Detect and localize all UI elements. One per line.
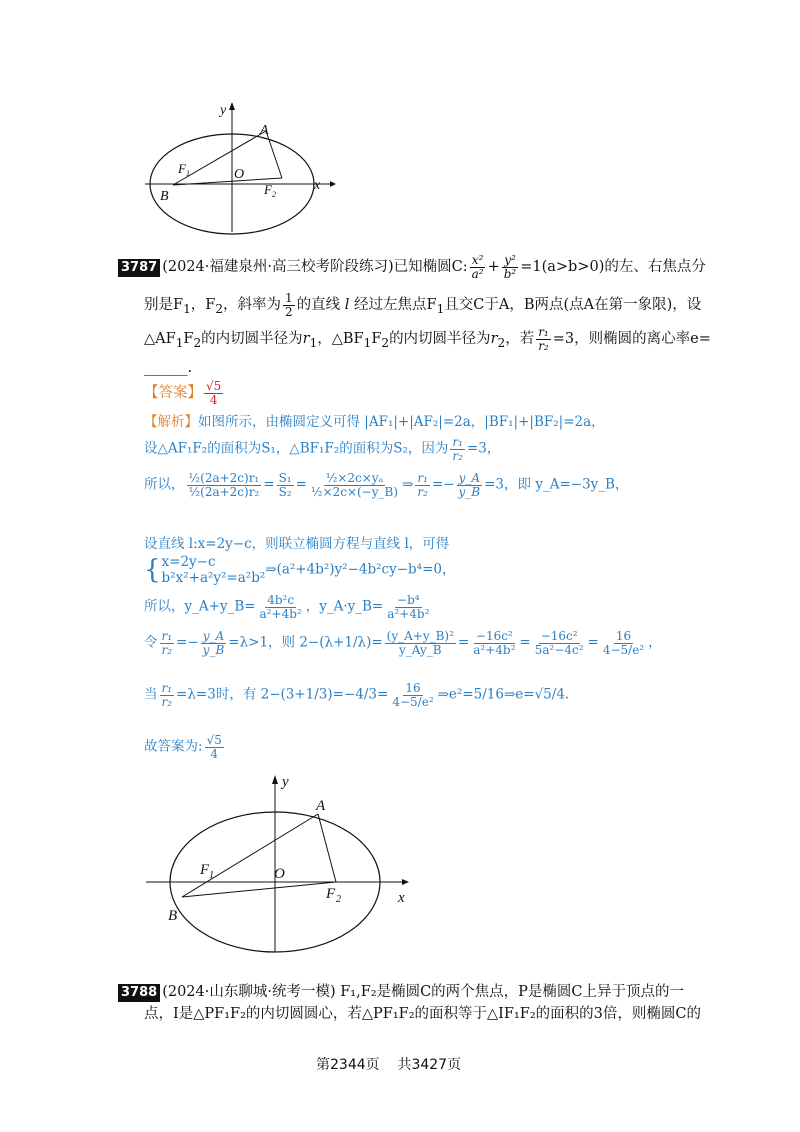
solution-line9: 故答案为: $\frac{√5}{4}$ (144, 733, 222, 761)
origin-label: O (274, 866, 285, 882)
solution-line2: 设△AF₁F₂的面积为S₁，△BF₁F₂的面积为S₂，因为 $\frac{\text{r₁}}{\text{r₂}}$ =3， (144, 435, 501, 463)
solution-line8: 当 $\frac{\text{r₁}}{\text{r₂}}$ =λ=3时，有 2−(3+1/3)=−4/3= $\frac{16}{\text{4−5/e²}}$ ⇒e²=5/16⇒e=√5/4. (144, 681, 570, 709)
answer-line (144, 380, 225, 406)
page-number: 第2344页 (316, 1057, 380, 1073)
origin-label: O (234, 167, 245, 182)
solution-line1: 【解析】如图所示，由椭圆定义可得 |AF₁|+|AF₂|=2a，|BF₁|+|BF₂|=2a， (144, 414, 605, 430)
y-axis-label: y (220, 103, 227, 118)
focus-F2-sub: 2 (336, 894, 341, 905)
focus-F1-sub: 1 (209, 870, 214, 881)
problem-3787-line2: 别是$F_1$，$F_2$，斜率为 $\frac{1}{2}$ 的直线 l 经过左焦点$F_1$且交C于A，B两点(点A在第一象限)，设 (144, 291, 702, 319)
focus-F1-sub: 1 (186, 169, 190, 178)
problem-condition: =1(a>b>0)的左、右焦点分 (520, 259, 706, 276)
page-footer (316, 1054, 461, 1074)
solution-line5: { x=2y−c b²x²+a²y²=a²b² ⇒(a²+4b²)y²−4b²cy−b⁴=0， (144, 554, 456, 586)
x-axis-label: x (398, 890, 405, 906)
focus-F1-label: F (178, 161, 186, 176)
point-A-label: A (260, 123, 269, 138)
solution-line3: 所以， $\frac{\text{½(2a+2c)r₁}}{\text{½(2a+2c)r₂}}$ = $\frac{\text{S₁}}{\text{S₂}}$ = $\frac{\text{½×2c×yₐ}}{\text{½×2c×(−y\_B)}}$ ⇒ $\frac{\text{r₁}}{\text{r₂}}$ =− $\frac{y\_A}{y\_B}$ =3，即 y_A=−3y_B， (144, 471, 629, 499)
focus-F1-label: F (200, 862, 210, 878)
solution-line7: 令 $\frac{\text{r₁}}{\text{r₂}}$ =− $\frac{y\_A}{y\_B}$ =λ>1，则 2−(λ+1/λ)= $\frac{\text{(y\_A+y\_B)²}}{y\_Ay\_B}$ = $\frac{\text{−16c²}}{\text{a²+4b²}}$ = $\frac{\text{−16c²}}{\text{5a²−4c²}}$ = $\frac{16}{\text{4−5/e²}}$ ， (144, 629, 662, 657)
problem-3787-line1: 3787 (2024·福建泉州·高三校考阶段练习)已知椭圆C: $\frac{\text{x²}}{\text{a²}}$ + $\frac{\text{y²}}{\text{b²}}$ =1(a>b>0)的左、右焦点分 (118, 254, 706, 280)
figure-ellipse-2 (140, 770, 420, 955)
focus-F2-label: F (326, 886, 336, 902)
problem-3788-line1: 3788 (2024·山东聊城·统考一模) F₁,F₂是椭圆C的两个焦点，P是椭圆C上异于顶点的一 (118, 982, 684, 1002)
x-axis-label: x (314, 178, 321, 193)
answer-value: $\frac{√5}{4}$ (206, 379, 222, 407)
focus-F2-label: F (264, 182, 272, 197)
point-B-label: B (160, 189, 169, 204)
problem-number: 3788 (118, 984, 160, 1002)
solution-line4: 设直线 l:x=2y−c，则联立椭圆方程与直线 l，可得 (144, 536, 450, 552)
point-A-label: A (316, 798, 326, 814)
solution-label: 【解析】 (144, 414, 198, 430)
solution-line6: 所以，y_A+y_B= $\frac{\text{4b²c}}{\text{a²+4b²}}$ ，y_A·y_B= $\frac{\text{−b⁴}}{\text{a²+4b²}}$ (144, 593, 430, 621)
y-axis-label: y (282, 774, 289, 790)
problem-number: 3787 (118, 259, 160, 277)
problem-3788-line2: 点，I是△PF₁F₂的内切圆圆心，若△PF₁F₂的面积等于△IF₁F₂的面积的3倍，则椭圆C的 (144, 1006, 701, 1022)
problem-3787-line3: $\triangle AF_1F_2$的内切圆半径为$r_1$，$\triangle BF_1F_2$的内切圆半径为$r_2$，若 $\frac{\text{r₁}}{\text{r₂}}$ =3，则椭圆的离心率e= (144, 325, 711, 353)
point-B-label: B (168, 908, 178, 924)
total-pages: 共3427页 (397, 1057, 462, 1073)
focus-F2-sub: 2 (272, 190, 276, 199)
figure-ellipse-1 (140, 96, 340, 236)
answer-blank: ______. (144, 360, 193, 376)
problem-source: (2024·福建泉州·高三校考阶段练习)已知椭圆C: (162, 259, 468, 276)
answer-label: 【答案】 (144, 385, 202, 402)
